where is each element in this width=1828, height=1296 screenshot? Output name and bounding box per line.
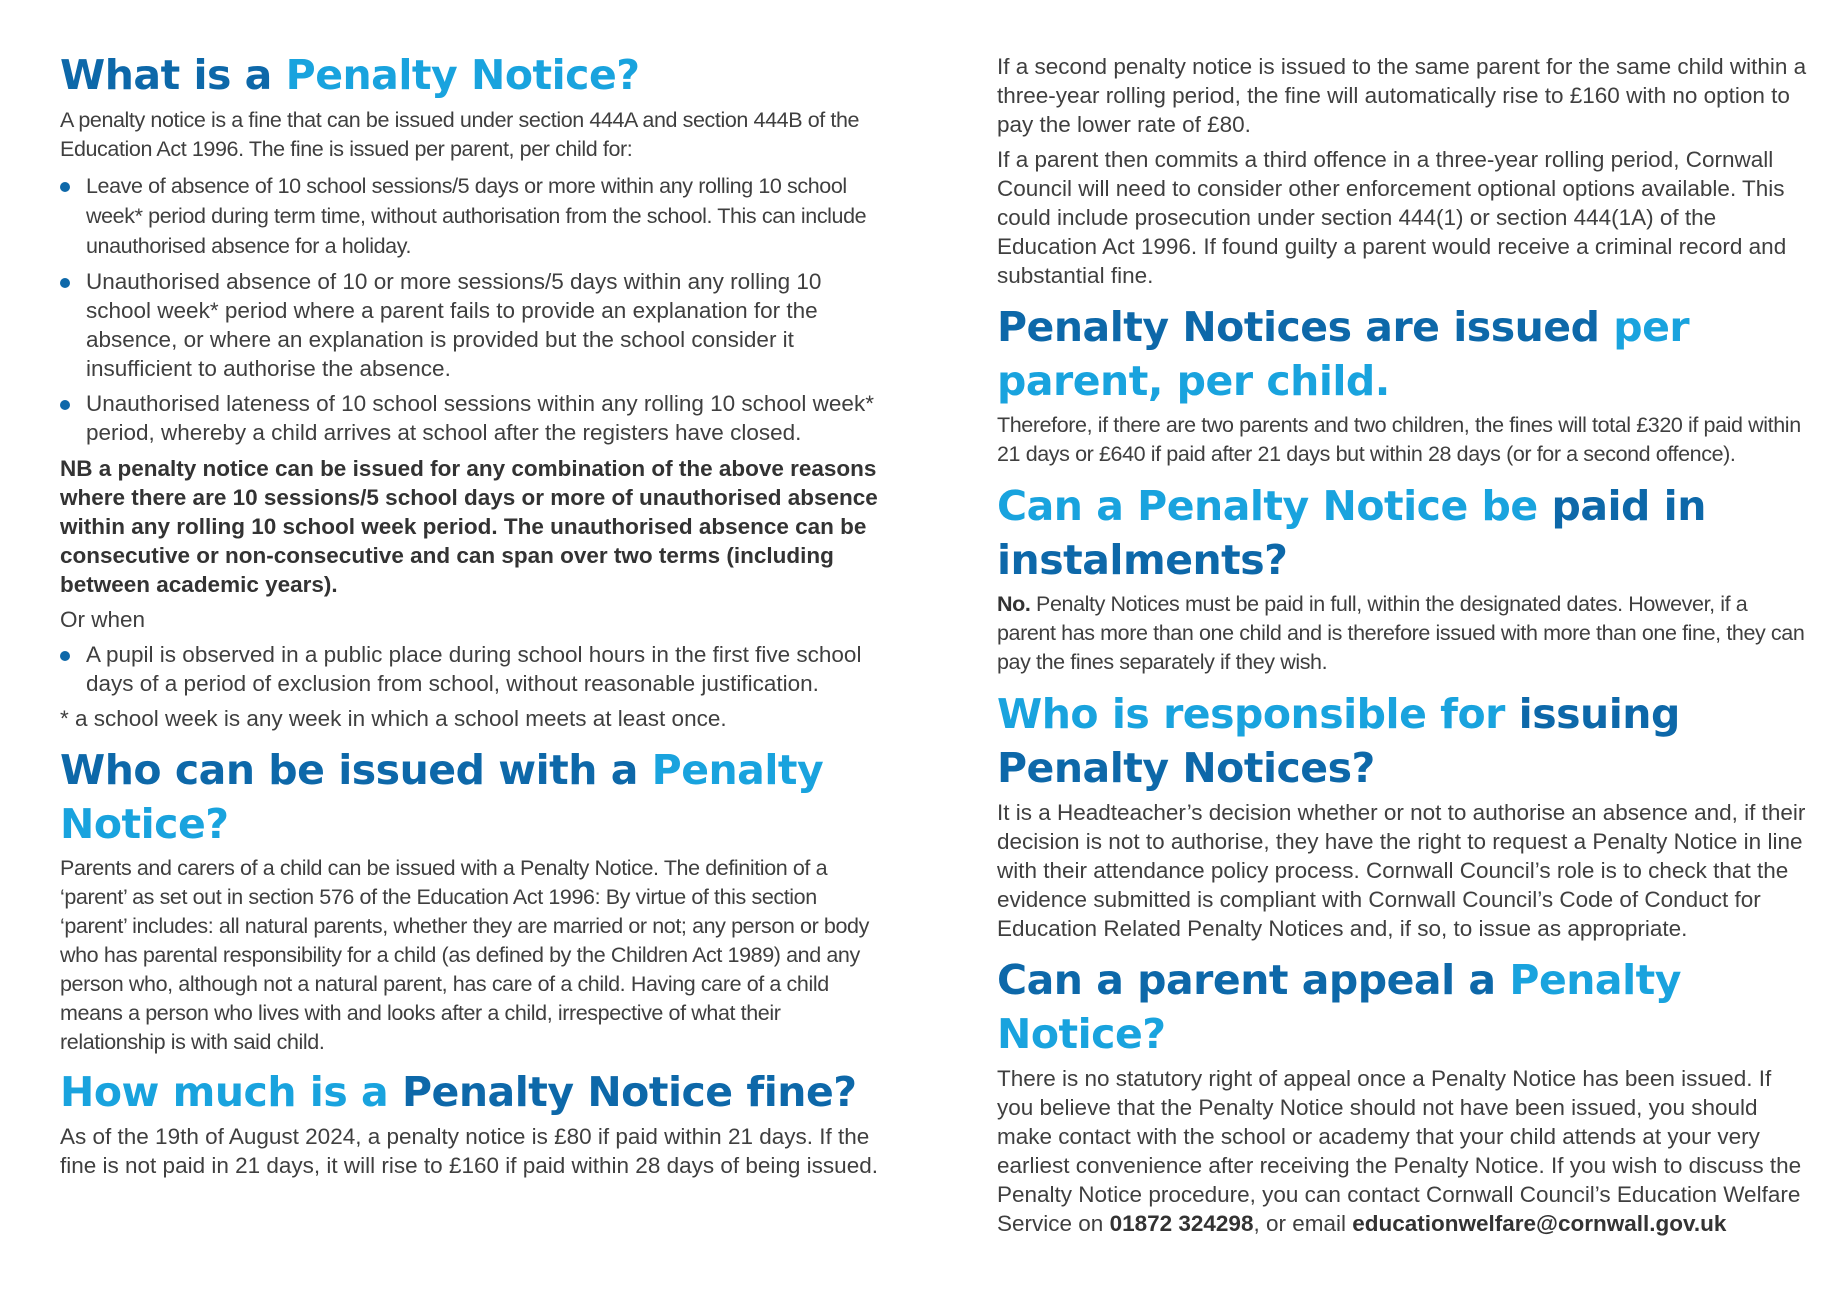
list-item-text: A pupil is observed in a public place during school hours in the first five school days of a period of exclusion from school, without reasonable justification. bbox=[86, 642, 862, 696]
phone-number: 01872 324298 bbox=[1109, 1211, 1254, 1236]
list-item bbox=[60, 267, 882, 383]
list-item bbox=[60, 171, 882, 261]
third-offence-paragraph: If a parent then commits a third offence in a three-year rolling period, Cornwall Council will need to consider other enforcement optional options available. This could include prosecution under section 444(1) or section 444(1A) of the Education Act 1996. If found guilty a parent would receive a criminal record and substantial fine. bbox=[997, 147, 1787, 288]
how-much-heading bbox=[60, 1065, 882, 1119]
second-notice-paragraph: If a second penalty notice is issued to the same parent for the same child within a three-year rolling period, the fine will automatically rise to £160 with no option to pay the lower rate of £80. bbox=[997, 54, 1807, 137]
instalments-text: Penalty Notices must be paid in full, within the designated dates. However, if a parent has more than one child and is therefore issued with more than one fine, they can pay the fines separately if they wish. bbox=[997, 592, 1805, 674]
what-is-heading-dark: What is a bbox=[60, 51, 272, 99]
list-item bbox=[60, 389, 882, 447]
footnote: * a school week is any week in which a school meets at least once. bbox=[60, 706, 727, 731]
per-parent-heading bbox=[997, 300, 1809, 408]
how-much-body: As of the 19th of August 2024, a penalty notice is £80 if paid within 21 days. If the fine is not paid in 21 days, it will rise to £160 if paid within 28 days of being issued. bbox=[60, 1124, 878, 1178]
left-column bbox=[60, 0, 882, 1180]
instalments-heading bbox=[997, 479, 1809, 587]
what-is-heading bbox=[60, 48, 882, 102]
who-can-body: Parents and carers of a child can be issued with a Penalty Notice. The definition of a ‘parent’ as set out in section 576 of the Education Act 1996: By virtue of this section ‘parent’ includes: all natural parents, whether they are married or not; any person or body who has parental responsibility for a child (as defined by the Children Act 1989) and any person who, although not a natural parent, has care of a child. Having care of a child means a person who lives with and looks after a child, irrespective of what their relationship is with said child. bbox=[60, 856, 869, 1054]
responsible-heading bbox=[997, 687, 1809, 795]
list-item-text: Unauthorised lateness of 10 school sessions within any rolling 10 school week* period, whereby a child arrives at school after the registers have closed. bbox=[86, 391, 874, 445]
bullet-icon bbox=[60, 278, 70, 288]
list-item bbox=[60, 640, 882, 698]
email-address: educationwelfare@cornwall.gov.uk bbox=[1352, 1211, 1727, 1236]
appeal-text-mid: , or email bbox=[1253, 1211, 1353, 1236]
per-parent-heading-dark: Penalty Notices are issued bbox=[997, 303, 1600, 351]
instalments-body bbox=[997, 590, 1809, 677]
what-is-heading-light: Penalty Notice? bbox=[285, 51, 640, 99]
bullet-icon bbox=[60, 651, 70, 661]
appeal-heading bbox=[997, 953, 1809, 1061]
list-item-text: Leave of absence of 10 school sessions/5 days or more within any rolling 10 school week* period during term time, without authorisation from the school. This can include unauthorised absence for a holiday. bbox=[86, 174, 867, 258]
responsible-body: It is a Headteacher’s decision whether or not to authorise an absence and, if their decision is not to authorise, they have the right to request a Penalty Notice in line with their attendance policy process. Cornwall Council’s role is to check that the evidence submitted is compliant with Cornwall Council’s Code of Conduct for Education Related Penalty Notices and, if so, to issue as appropriate. bbox=[997, 800, 1806, 941]
who-can-heading-dark: Who can be issued with a bbox=[60, 746, 638, 794]
appeal-heading-light: Penalty Notice? bbox=[997, 956, 1681, 1058]
responsible-heading-dark: issuing Penalty Notices? bbox=[997, 690, 1680, 792]
who-can-heading-light: Penalty Notice? bbox=[60, 746, 824, 848]
list-item-text: Unauthorised absence of 10 or more sessions/5 days within any rolling 10 school week* period where a parent fails to provide an explanation for the absence, or where an explanation is provided but the school consider it insufficient to authorise the absence. bbox=[86, 269, 822, 381]
instalments-heading-dark: paid in instalments? bbox=[997, 482, 1706, 584]
reasons-list bbox=[60, 171, 882, 447]
appeal-body bbox=[997, 1064, 1809, 1238]
how-much-heading-light: How much is a bbox=[60, 1068, 389, 1116]
bullet-icon bbox=[60, 182, 70, 192]
how-much-heading-dark: Penalty Notice fine? bbox=[402, 1068, 857, 1116]
instalments-heading-light: Can a Penalty Notice be bbox=[997, 482, 1538, 530]
bullet-icon bbox=[60, 400, 70, 410]
instalments-lead: No. bbox=[997, 592, 1031, 616]
exclusion-list bbox=[60, 640, 882, 698]
per-parent-body: Therefore, if there are two parents and two children, the fines will total £320 if paid within 21 days or £640 if paid after 21 days but within 28 days (or for a second offence). bbox=[997, 413, 1801, 466]
what-is-intro: A penalty notice is a fine that can be issued under section 444A and section 444B of the Education Act 1996. The fine is issued per parent, per child for: bbox=[60, 108, 860, 161]
per-parent-heading-light: per parent, per child. bbox=[997, 303, 1690, 405]
appeal-heading-dark: Can a parent appeal a bbox=[997, 956, 1496, 1004]
or-when-text: Or when bbox=[60, 607, 146, 632]
right-column bbox=[997, 0, 1809, 1238]
responsible-heading-light: Who is responsible for bbox=[997, 690, 1505, 738]
nb-paragraph: NB a penalty notice can be issued for any combination of the above reasons where there are 10 sessions/5 school days or more of unauthorised absence within any rolling 10 school week period. The unauthorised absence can be consecutive or non-consecutive and can span over two terms (including between academic years). bbox=[60, 456, 878, 597]
who-can-heading bbox=[60, 743, 882, 851]
appeal-text: There is no statutory right of appeal once a Penalty Notice has been issued. If you believe that the Penalty Notice should not have been issued, you should make contact with the school or academy that your child attends at your very earliest convenience after receiving the Penalty Notice. If you wish to discuss the Penalty Notice procedure, you can contact Cornwall Council’s Education Welfare Service on bbox=[997, 1066, 1802, 1236]
